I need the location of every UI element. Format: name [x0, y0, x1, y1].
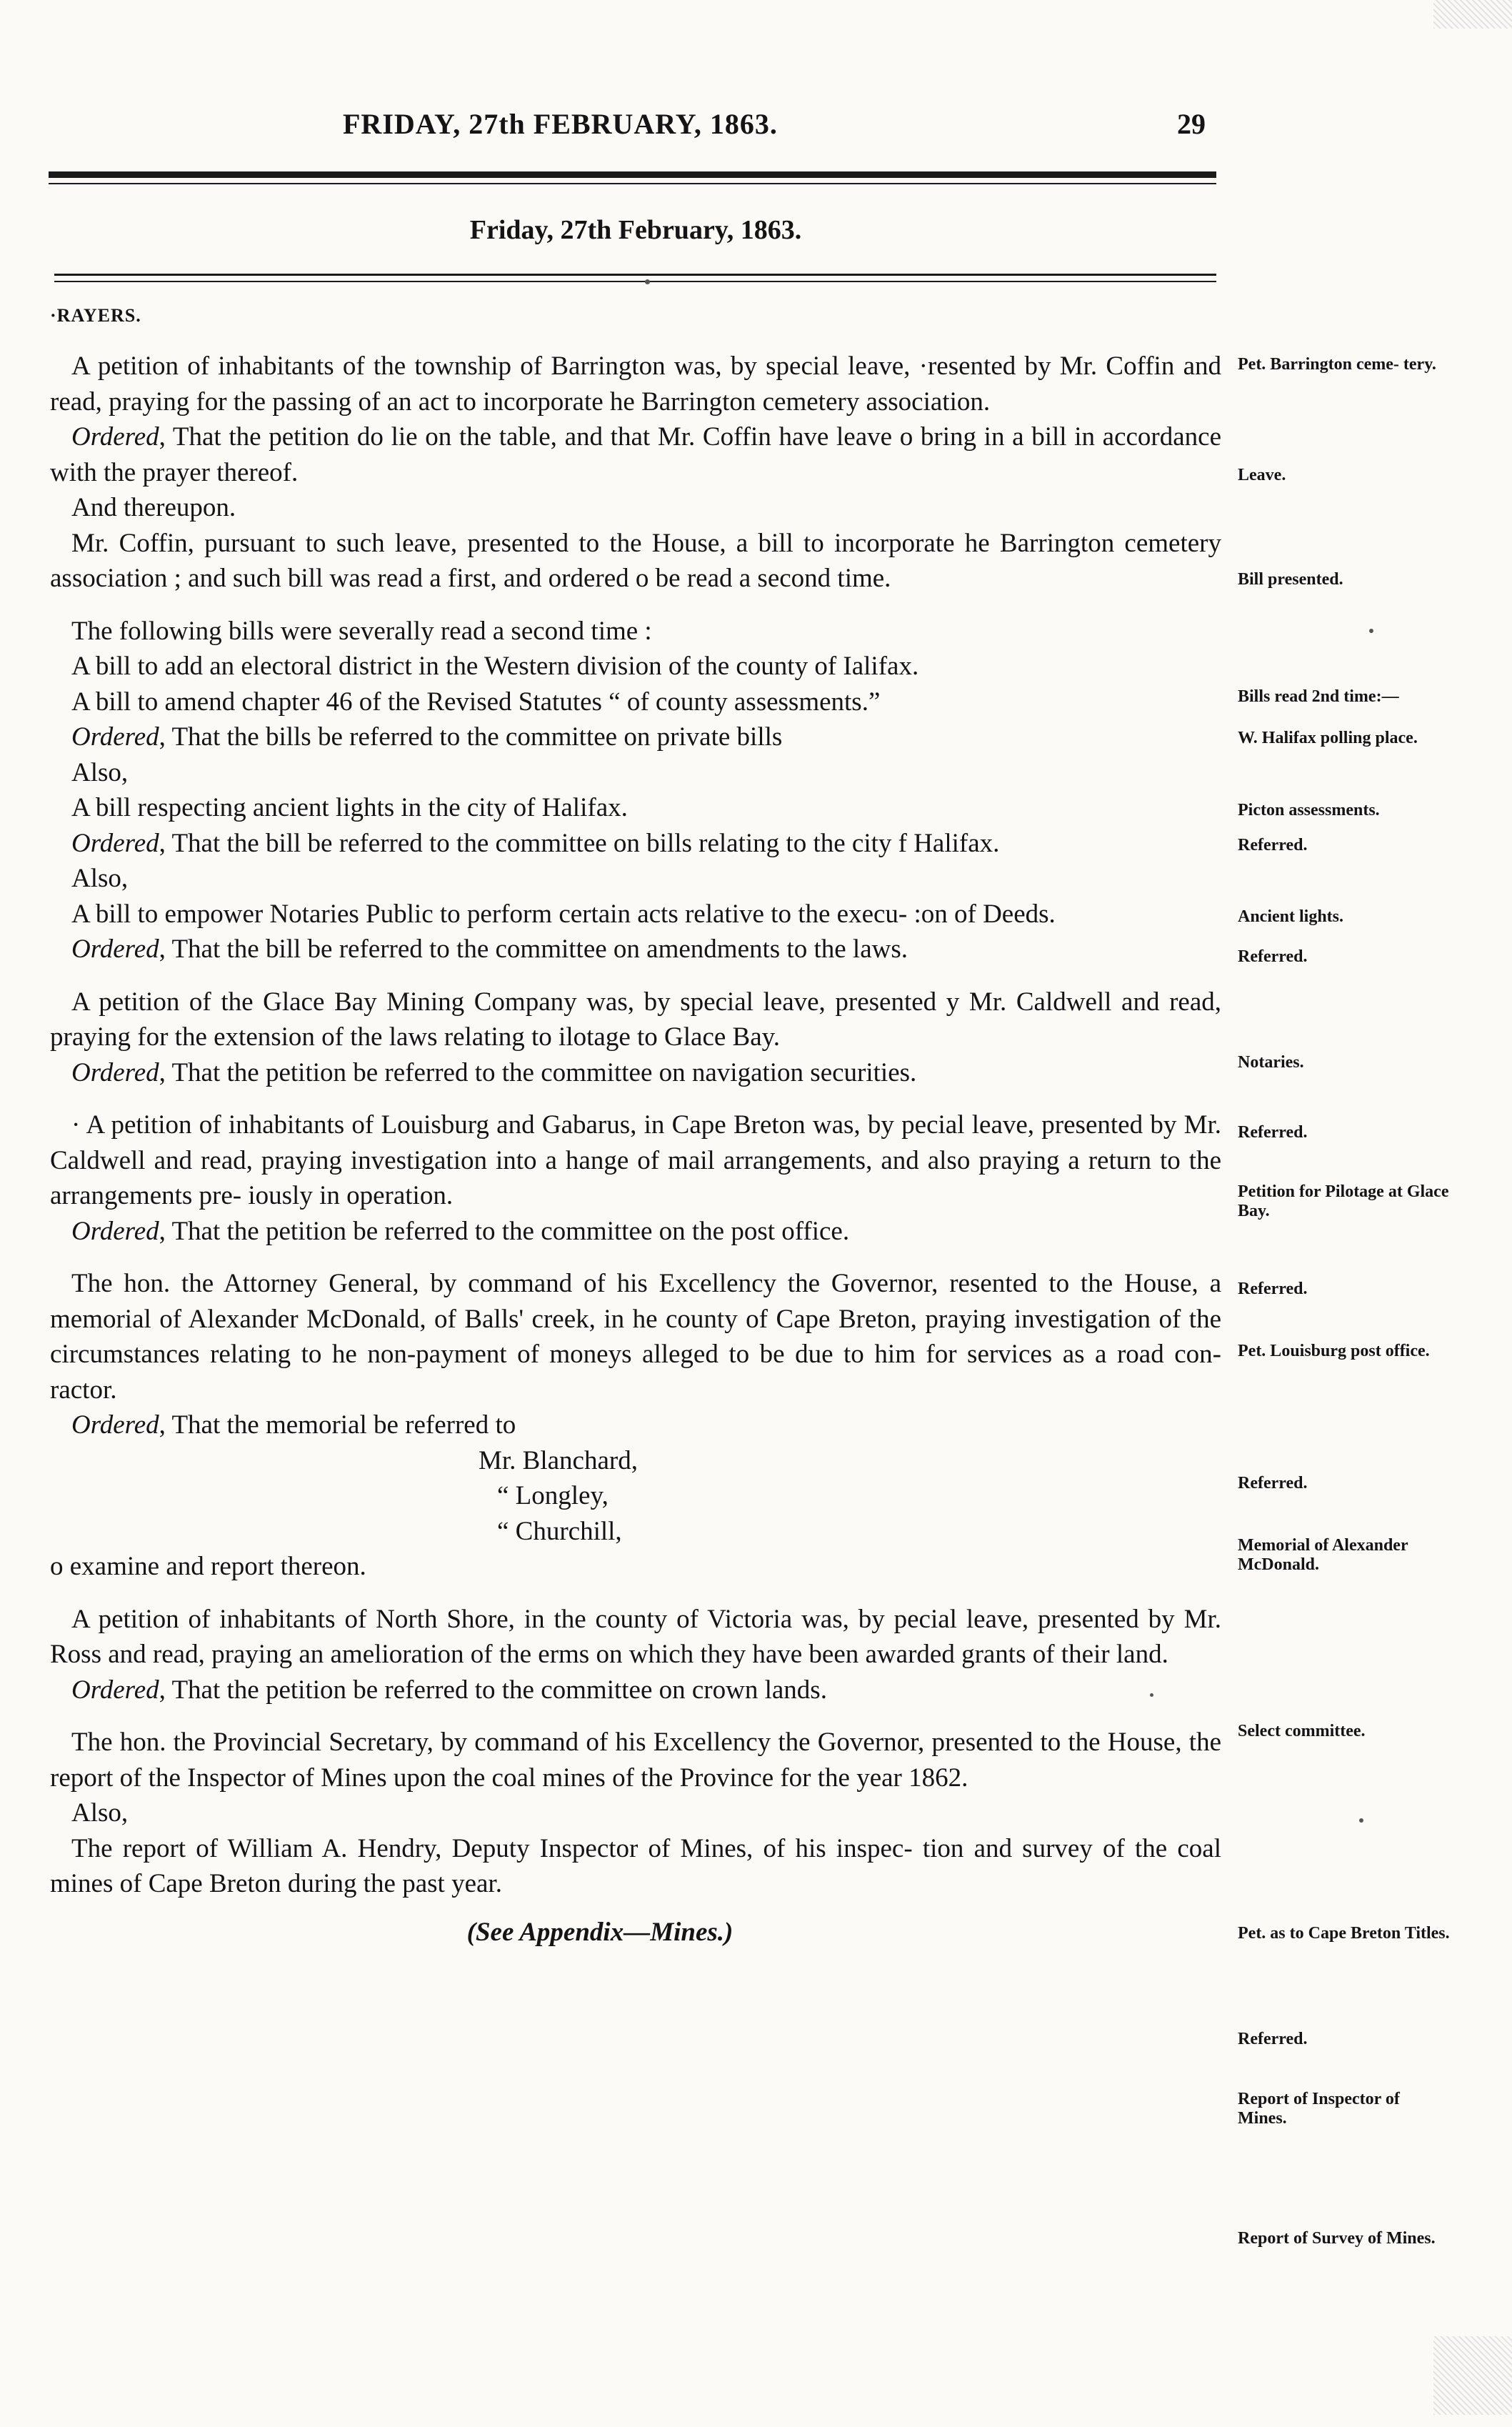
paragraph: · A petition of inhabitants of Louisburg and Gabarus, in Cape Breton was, by pecial leave, presented by Mr. Caldwell and read, praying investigation into a hange of mail arrangements, and also praying a return to the arrangements pre- iously in operation. — [50, 1110, 1221, 1210]
paragraph-ordered — [50, 826, 1221, 862]
paragraph: A bill to amend chapter 46 of the Revised Statutes “ of county assessments.” — [71, 687, 881, 717]
scan-noise — [1433, 0, 1512, 29]
running-head — [0, 107, 1512, 157]
header-rule-thick — [49, 171, 1216, 178]
paragraph-text: , That the petition do lie on the table, and that Mr. Coffin have leave o bring in a bill in accordance with the prayer thereof. — [50, 422, 1221, 487]
ordered-word: Ordered — [71, 935, 159, 964]
paragraph: o examine and report thereon. — [50, 1552, 366, 1581]
paragraph: Also, — [71, 864, 129, 893]
section-rule-bottom — [54, 281, 1216, 282]
page-number: 29 — [1177, 108, 1206, 140]
paragraph-text: , That the bill be referred to the committee on bills relating to the city f Halifax. — [159, 828, 1000, 858]
ordered-word: Ordered — [71, 1216, 159, 1246]
marginal-note: Referred. — [1238, 947, 1308, 966]
committee-member: Mr. Blanchard, — [479, 1445, 638, 1475]
paragraph-ordered — [50, 1407, 1221, 1443]
paragraph: A bill respecting ancient lights in the city of Halifax. — [71, 793, 628, 822]
ordered-word: Ordered — [71, 828, 159, 858]
section-rule-top — [54, 274, 1216, 276]
committee-member: “ Churchill, — [497, 1516, 622, 1546]
section-label: ·RAYERS. — [50, 305, 141, 326]
committee-names — [479, 1443, 1221, 1550]
paragraph: And thereupon. — [71, 493, 236, 522]
paragraph-text: , That the petition be referred to the committee on navigation securities. — [159, 1057, 917, 1087]
running-head-title: FRIDAY, 27th FEBRUARY, 1863. — [343, 108, 778, 140]
paragraph: A petition of inhabitants of North Shore, in the county of Victoria was, by pecial leave, presented by Mr. Ross and read, praying an amelioration of the erms on which they have been awarded grants of their land. — [50, 1604, 1221, 1669]
paragraph: Also, — [71, 1798, 129, 1828]
paragraph: The report of William A. Hendry, Deputy Inspector of Mines, of his inspec- tion and survey of the coal mines of Cape Breton during the past year. — [50, 1833, 1221, 1898]
paragraph-ordered — [50, 719, 1221, 755]
ordered-word: Ordered — [71, 422, 159, 452]
paragraph-text: , That the bill be referred to the committee on amendments to the laws. — [159, 935, 908, 964]
paragraph-text: , That the petition be referred to the committee on crown lands. — [159, 1675, 827, 1705]
paragraph-ordered — [50, 1673, 1221, 1708]
paragraph: A bill to add an electoral district in the Western division of the county of Ialifax. — [71, 652, 919, 681]
print-speck — [645, 279, 650, 284]
scan-noise — [1433, 2336, 1512, 2415]
marginal-note: Select committee. — [1238, 1722, 1366, 1740]
marginal-note: Leave. — [1238, 466, 1286, 484]
paragraph-text: , That the memorial be referred to — [159, 1410, 516, 1440]
marginal-note: Referred. — [1238, 1123, 1308, 1142]
ordered-word: Ordered — [71, 1675, 159, 1705]
paragraph: A bill to empower Notaries Public to perform certain acts relative to the execu- :on of Deeds. — [71, 899, 1056, 929]
paragraph-text: , That the petition be referred to the committee on the post office. — [159, 1216, 850, 1246]
print-speck — [1150, 1693, 1153, 1697]
marginal-note: Referred. — [1238, 1280, 1308, 1298]
marginal-note: Ancient lights. — [1238, 907, 1344, 926]
marginal-note: Pet. Barrington ceme- tery. — [1238, 355, 1436, 374]
marginal-note: W. Halifax polling place. — [1238, 729, 1418, 747]
committee-member: “ Longley, — [497, 1481, 609, 1510]
marginal-note: Referred. — [1238, 1474, 1308, 1492]
paragraph: Also, — [71, 757, 129, 787]
marginal-note: Report of Survey of Mines. — [1238, 2229, 1436, 2248]
print-speck — [1369, 629, 1373, 633]
ordered-word: Ordered — [71, 1057, 159, 1087]
ordered-word: Ordered — [71, 722, 159, 752]
marginal-note: Pet. as to Cape Breton Titles. — [1238, 1924, 1450, 1943]
marginal-note: Report of Inspector of Mines. — [1238, 2090, 1400, 2128]
marginal-note: Referred. — [1238, 836, 1308, 854]
header-rule-thin — [49, 183, 1216, 184]
marginal-note: Picton assessments. — [1238, 801, 1380, 819]
date-heading: Friday, 27th February, 1863. — [469, 215, 802, 245]
marginal-note: Bill presented. — [1238, 570, 1343, 589]
paragraph: The hon. the Attorney General, by command of his Excellency the Governor, resented to the House, a memorial of Alexander McDonald, of Balls' creek, in he county of Cape Breton, praying investigation of the circumstances relating to he non-payment of moneys alleged to be due to him for services as a road con- ractor. — [50, 1269, 1221, 1405]
marginal-note: Referred. — [1238, 2030, 1308, 2048]
marginal-note: Bills read 2nd time:— — [1238, 687, 1399, 706]
paragraph: The hon. the Provincial Secretary, by command of his Excellency the Governor, presented to the House, the report of the Inspector of Mines upon the coal mines of the Province for the year 1862. — [50, 1728, 1221, 1793]
print-speck — [1359, 1818, 1363, 1823]
paragraph-ordered — [50, 1214, 1221, 1250]
paragraph-ordered — [50, 932, 1221, 967]
paragraph: A petition of the Glace Bay Mining Company was, by special leave, presented y Mr. Caldwell and read, praying for the extension of the laws relating to ilotage to Glace Bay. — [50, 987, 1221, 1052]
paragraph: A petition of inhabitants of the township of Barrington was, by special leave, ·resented by Mr. Coffin and read, praying for the passing of an act to incorporate he Barrington cemetery association. — [50, 352, 1221, 417]
ordered-word: Ordered — [71, 1410, 159, 1440]
marginal-note: Pet. Louisburg post office. — [1238, 1342, 1430, 1360]
journal-body — [50, 349, 1221, 1950]
paragraph-text: , That the bills be referred to the committee on private bills — [159, 722, 783, 752]
appendix-note: (See Appendix—Mines.) — [466, 1917, 734, 1947]
paragraph: Mr. Coffin, pursuant to such leave, presented to the House, a bill to incorporate he Barrington cemetery association ; and such bill was read a first, and ordered o be read a second time. — [50, 528, 1221, 593]
marginal-note: Petition for Pilotage at Glace Bay. — [1238, 1182, 1449, 1220]
paragraph-ordered — [50, 419, 1221, 490]
paragraph-ordered — [50, 1055, 1221, 1091]
paragraph: The following bills were severally read a second time : — [71, 616, 652, 646]
marginal-note: Notaries. — [1238, 1053, 1304, 1072]
marginal-note: Memorial of Alexander McDonald. — [1238, 1536, 1408, 1574]
